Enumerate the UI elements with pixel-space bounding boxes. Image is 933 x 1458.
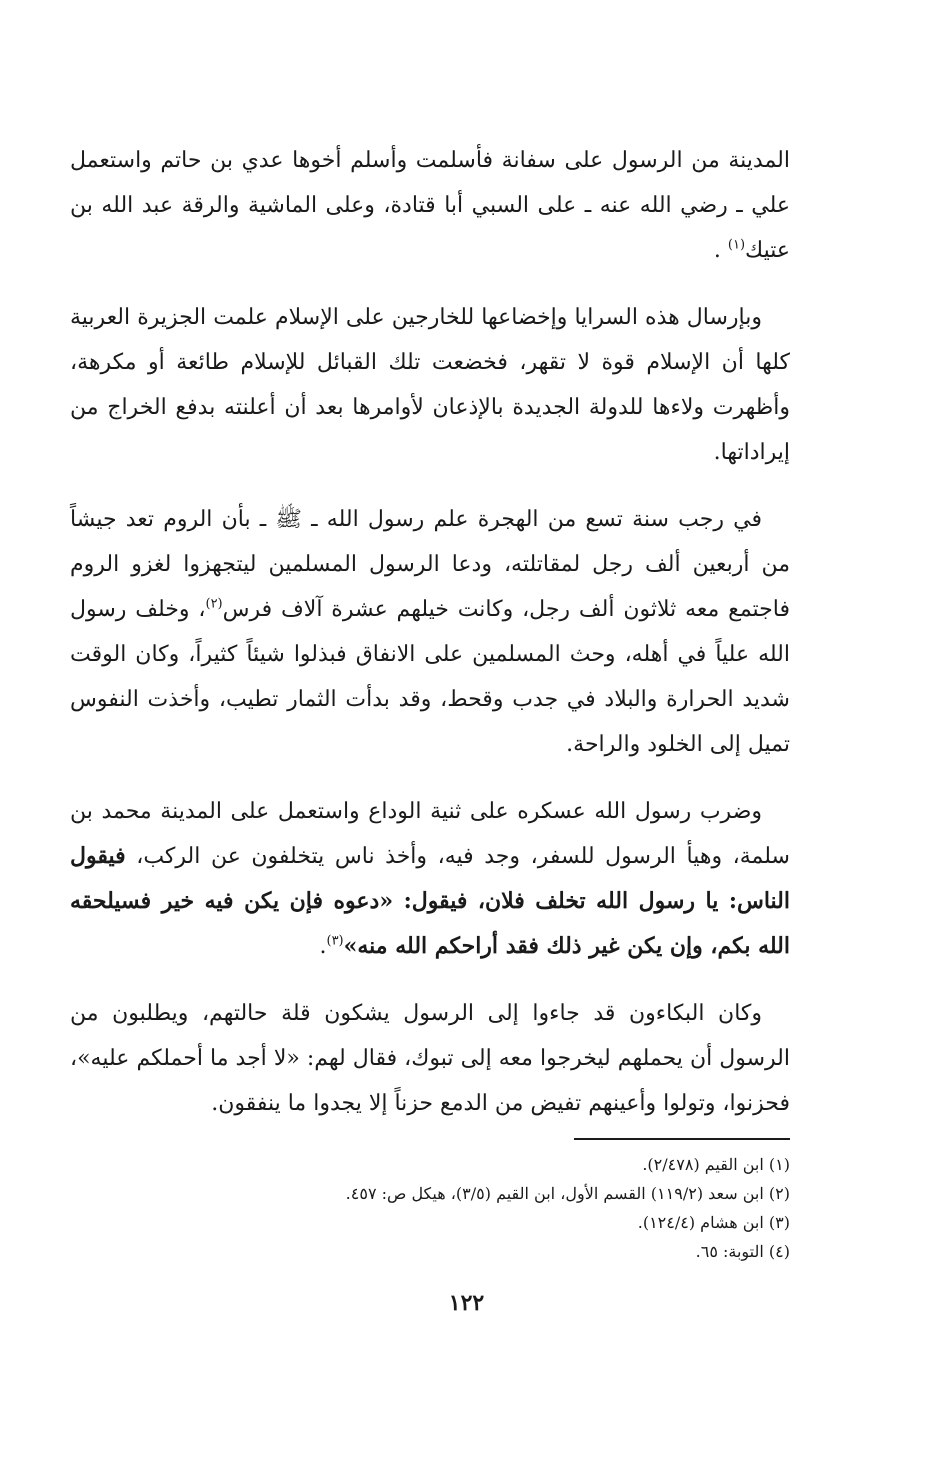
paragraph-tail: . [319, 934, 327, 959]
paragraph-text: وبإرسال هذه السرايا وإخضاعها للخارجين على الإسلام علمت الجزيرة العربية كلها أن الإسلام قوة لا تقهر، فخضعت تلك القبائل للإسلام طائعة أو مكرهة، وأظهرت ولاءها للدولة الجديدة بالإذعان لأوامرها بعد أن أعلنته بدفع الخراج من إيراداتها. [70, 305, 790, 465]
paragraph-text: وكان البكاءون قد جاءوا إلى الرسول يشكون قلة حالتهم، ويطلبون من الرسول أن يحملهم ليخرجوا معه إلى تبوك، فقال لهم: «لا أجد ما أحملكم عليه»، فحزنوا، وتولوا وأعينهم تفيض من الدمع حزناً إلا يجدوا ما ينفقون. [70, 1001, 790, 1116]
paragraph-text: في رجب سنة تسع من الهجرة علم رسول الله ـ ﷺ ـ بأن الروم تعد جيشاً من أربعين ألف رجل لمقاتلته، ودعا الرسول المسلمين ليتجهزوا لغزو الروم فاجتمع معه ثلاثون ألف رجل، وكانت خيلهم عشرة آلاف فرس [70, 507, 790, 622]
footnote-reference: (٣) [326, 933, 344, 949]
paragraph-continuation [70, 138, 790, 273]
page-number: ١٢٢ [448, 1290, 485, 1316]
footnote-reference: (٢) [205, 596, 223, 612]
paragraph-tail: ، وخلف رسول الله علياً في أهله، وحث المسلمين على الانفاق فبذلوا شيئاً كثيراً، وكان الوقت شديد الحرارة والبلاد في جدب وقحط، وقد بدأت الثمار تطيب، وأخذت النفوس تميل إلى الخلود والراحة. [70, 597, 790, 757]
main-text [70, 138, 790, 1148]
paragraph-weepers [70, 991, 790, 1126]
paragraph-camp [70, 789, 790, 969]
paragraph-text: وضرب رسول الله عسكره على ثنية الوداع واستعمل على المدينة محمد بن سلمة، وهيأ الرسول للسفر، وجد فيه، وأخذ ناس يتخلفون عن الركب، [70, 799, 790, 869]
footnote-divider [574, 1138, 790, 1140]
footnote-item: (١) ابن القيم (٢/٤٧٨). [642, 1155, 790, 1174]
footnote-reference: (١) [727, 237, 746, 253]
footnote-item: (٤) التوبة: ٦٥. [695, 1242, 790, 1261]
footnotes [70, 1150, 790, 1266]
paragraph-conquest [70, 295, 790, 475]
paragraph-tail: . [713, 238, 728, 263]
paragraph-text: المدينة من الرسول على سفانة فأسلمت وأسلم أخوها عدي بن حاتم واستعمل علي ـ رضي الله عنه ـ على السبي أبا قتادة، وعلى الماشية والرقة عبد الله بن عتيك [70, 148, 790, 263]
paragraph-tabuk-intro [70, 497, 790, 767]
footnote-item: (٣) ابن هشام (١٢٤/٤). [637, 1213, 790, 1232]
footnote-item: (٢) ابن سعد (١١٩/٢) القسم الأول، ابن القيم (٣/٥)، هيكل ص: ٤٥٧. [345, 1184, 790, 1203]
bold-quote: فيقول الناس: يا رسول الله تخلف فلان، فيقول: «دعوه فإن يكن فيه خير فسيلحقه الله بكم، وإن يكن غير ذلك فقد أراحكم الله منه» [70, 843, 790, 959]
